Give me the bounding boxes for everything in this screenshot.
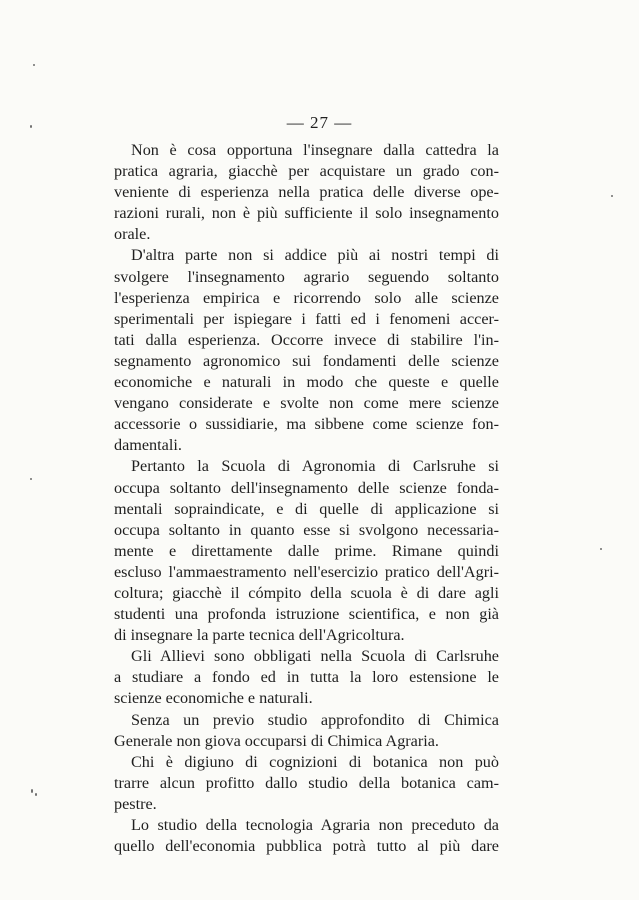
text-line: quello dell'economia pubblica potrà tutto al più dare [114, 837, 499, 856]
text-line: pratica agraria, giacchè per acquistare un grado con- [114, 162, 499, 181]
text-line: di insegnare la parte tecnica dell'Agricoltura. [114, 626, 405, 645]
text-line: occupa soltanto dell'insegnamento delle scienze fonda- [114, 478, 499, 497]
scan-speck [30, 125, 32, 128]
scan-speck [600, 548, 602, 550]
scan-speck [35, 793, 37, 796]
text-line: sperimentali per ispiegare i fatti ed i fenomeni accer- [114, 309, 499, 328]
text-line: mente e direttamente dalle prime. Rimane quindi [114, 541, 499, 560]
text-line: Non è cosa opportuna l'insegnare dalla cattedra la [131, 141, 499, 159]
text-line: svolgere l'insegnamento agrario seguendo soltanto [114, 267, 499, 286]
text-line: damentali. [114, 436, 182, 455]
text-line: escluso l'ammaestramento nell'esercizio pratico dell'Agri- [114, 562, 499, 581]
scan-speck [31, 789, 33, 793]
text-line: economiche e naturali in modo che queste e quelle [114, 373, 499, 392]
text-line: orale. [114, 225, 151, 244]
text-line: occupa soltanto in quanto esse si svolgono necessaria- [114, 520, 499, 539]
text-line: studenti una profonda istruzione scientifica, e non già [114, 605, 499, 624]
scan-speck [30, 478, 32, 480]
body-text [114, 140, 499, 857]
text-line: segnamento agronomico sui fondamenti delle scienze [114, 351, 499, 370]
text-line: Senza un previo studio approfondito di Chimica [131, 710, 499, 729]
text-line: veniente di esperienza nella pratica delle diverse ope- [114, 183, 499, 202]
text-line: accessorie o sussidiarie, ma sibbene come scienze fon- [114, 415, 499, 434]
text-line: vengano considerate e svolte non come mere scienze [114, 394, 499, 413]
scan-speck [33, 64, 35, 66]
text-line: razioni rurali, non è più sufficiente il solo insegnamento [114, 204, 499, 223]
page-number: — 27 — [286, 113, 353, 132]
text-line: Chi è digiuno di cognizioni di botanica non può [131, 752, 499, 771]
text-line: Pertanto la Scuola di Agronomia di Carlsruhe si [131, 457, 499, 476]
text-line: tati dalla esperienza. Occorre invece di stabilire l'in- [114, 330, 499, 349]
text-line: D'altra parte non si addice più ai nostri tempi di [131, 246, 499, 265]
text-line: trarre alcun profitto dallo studio della botanica cam- [114, 773, 499, 792]
text-line: Gli Allievi sono obbligati nella Scuola di Carlsruhe [131, 647, 499, 666]
text-line: coltura; giacchè il cómpito della scuola è di dare agli [114, 583, 499, 602]
text-line: pestre. [114, 794, 157, 813]
text-line: scienze economiche e naturali. [114, 689, 313, 708]
text-line: Generale non giova occuparsi di Chimica Agraria. [114, 731, 439, 750]
text-line: a studiare a fondo ed in tutta la loro estensione le [114, 668, 499, 687]
scan-speck [611, 195, 613, 197]
text-line: l'esperienza empirica e ricorrendo solo alle scienze [114, 288, 499, 307]
text-line: Lo studio della tecnologia Agraria non preceduto da [131, 816, 499, 834]
text-line: mentali sopraindicate, e di quelle di applicazione si [114, 499, 499, 518]
